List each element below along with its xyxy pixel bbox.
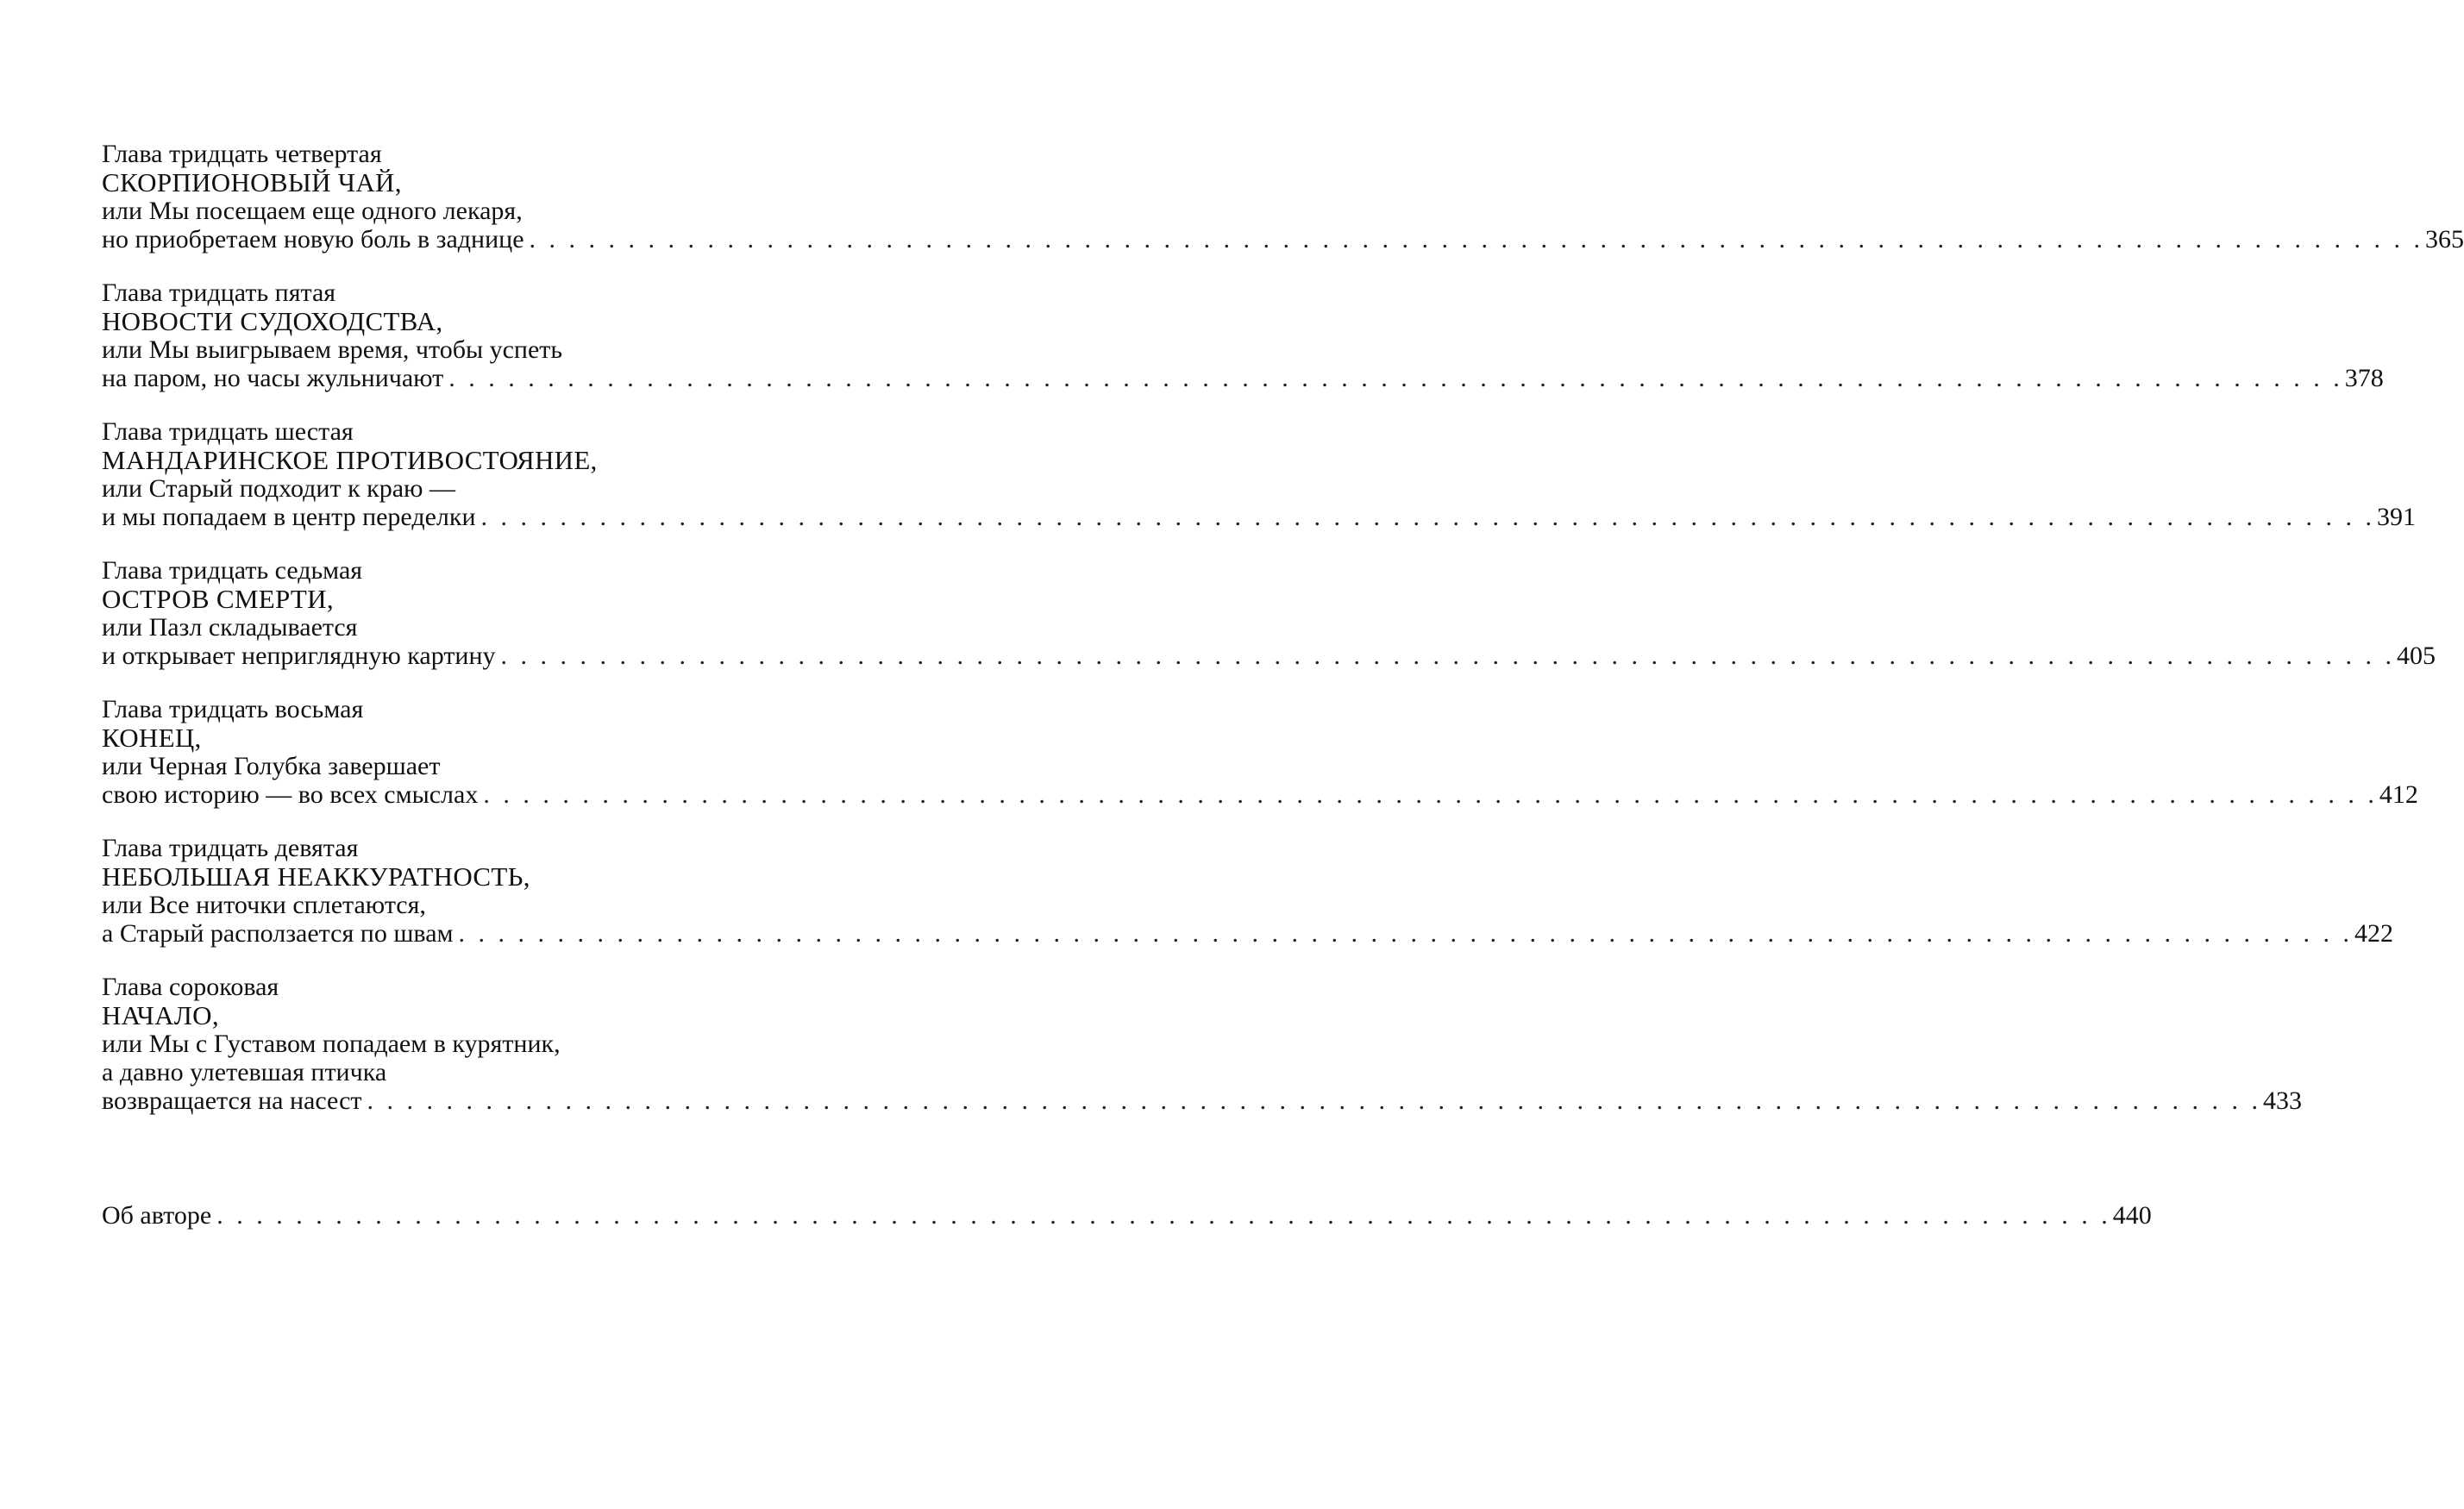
toc-entry[interactable]: [102, 556, 2436, 670]
chapter-subtitle-line: или Все ниточки сплетаются,: [102, 891, 426, 919]
dot-leader: . . . . . . . . . . . . . . . . . . . . . . . . . . . . . . . . . . . . . . . . . . . . . . . . . . . . . . . . . . . . . . . . . . . . . . . . . . . . . . . . . . . . . . . . . . . . . . . .: [367, 1086, 2262, 1115]
toc-entry-last-line: [102, 364, 2384, 392]
page-number: 422: [2354, 919, 2393, 948]
chapter-number: Глава тридцать четвертая: [102, 140, 382, 168]
about-author-entry[interactable]: [102, 1201, 2152, 1230]
chapter-subtitle-line: а Старый расползается по швам: [102, 919, 454, 948]
chapter-subtitle-line: свою историю — во всех смыслах: [102, 780, 479, 809]
dot-leader: . . . . . . . . . . . . . . . . . . . . . . . . . . . . . . . . . . . . . . . . . . . . . . . . . . . . . . . . . . . . . . . . . . . . . . . . . . . . . . . . . . . . . . . . . . . . . . . .: [483, 780, 2378, 809]
dot-leader: . . . . . . . . . . . . . . . . . . . . . . . . . . . . . . . . . . . . . . . . . . . . . . . . . . . . . . . . . . . . . . . . . . . . . . . . . . . . . . . . . . . . . . . . . . . . . . . .: [448, 364, 2343, 392]
chapter-subtitle-line: или Мы выигрываем время, чтобы успеть: [102, 335, 563, 364]
toc-entry[interactable]: [102, 834, 2393, 948]
chapter-title: ОСТРОВ СМЕРТИ,: [102, 584, 334, 614]
dot-leader: . . . . . . . . . . . . . . . . . . . . . . . . . . . . . . . . . . . . . . . . . . . . . . . . . . . . . . . . . . . . . . . . . . . . . . . . . . . . . . . . . . . . . . . . . . . . . . . .: [529, 225, 2424, 254]
toc-entry-last-line: [102, 225, 2464, 254]
toc-entry[interactable]: [102, 973, 2303, 1115]
chapter-title: КОНЕЦ,: [102, 723, 202, 753]
toc-entry-last-line: [102, 1086, 2303, 1115]
page-number: 405: [2397, 642, 2436, 670]
chapter-subtitle-line: на паром, но часы жульничают: [102, 364, 444, 392]
dot-leader: . . . . . . . . . . . . . . . . . . . . . . . . . . . . . . . . . . . . . . . . . . . . . . . . . . . . . . . . . . . . . . . . . . . . . . . . . . . . . . . . . . . . . . . . . . . . . . . .: [216, 1201, 2111, 1230]
page-number: 365: [2425, 225, 2464, 254]
toc-entry-last-line: [102, 919, 2393, 948]
chapter-title: НЕБОЛЬШАЯ НЕАККУРАТНОСТЬ,: [102, 861, 530, 892]
toc-entry[interactable]: [102, 417, 2417, 531]
page-number: 412: [2379, 780, 2418, 809]
chapter-subtitle-line: а давно улетевшая птичка: [102, 1058, 387, 1086]
chapter-title: НАЧАЛО,: [102, 1000, 219, 1030]
chapter-subtitle-line: или Пазл складывается: [102, 613, 358, 642]
toc-entry[interactable]: [102, 140, 2464, 254]
page-number: 391: [2377, 503, 2417, 531]
table-of-contents: [102, 140, 2464, 1140]
chapter-subtitle-line: но приобретаем новую боль в заднице: [102, 225, 524, 254]
toc-entry[interactable]: [102, 279, 2384, 392]
chapter-title: СКОРПИОНОВЫЙ ЧАЙ,: [102, 167, 402, 197]
dot-leader: . . . . . . . . . . . . . . . . . . . . . . . . . . . . . . . . . . . . . . . . . . . . . . . . . . . . . . . . . . . . . . . . . . . . . . . . . . . . . . . . . . . . . . . . . . . . . . . .: [480, 503, 2376, 531]
toc-entry-last-line: [102, 503, 2417, 531]
chapter-subtitle-line: или Черная Голубка завершает: [102, 752, 441, 780]
toc-entry-last-line: [102, 1201, 2152, 1230]
chapter-title: НОВОСТИ СУДОХОДСТВА,: [102, 306, 443, 336]
page-number: 440: [2112, 1201, 2152, 1230]
chapter-subtitle-line: или Старый подходит к краю —: [102, 474, 455, 503]
chapter-subtitle-line: возвращается на насест: [102, 1086, 362, 1115]
chapter-number: Глава тридцать седьмая: [102, 556, 363, 585]
page-number: 433: [2263, 1086, 2303, 1115]
toc-entry-last-line: [102, 780, 2418, 809]
chapter-subtitle-line: и открывает неприглядную картину: [102, 642, 496, 670]
chapter-number: Глава сороковая: [102, 973, 279, 1001]
chapter-number: Глава тридцать девятая: [102, 834, 359, 862]
chapter-number: Глава тридцать восьмая: [102, 695, 364, 723]
chapter-number: Глава тридцать пятая: [102, 279, 336, 307]
dot-leader: . . . . . . . . . . . . . . . . . . . . . . . . . . . . . . . . . . . . . . . . . . . . . . . . . . . . . . . . . . . . . . . . . . . . . . . . . . . . . . . . . . . . . . . . . . . . . . . .: [500, 642, 2396, 670]
chapter-subtitle-line: или Мы посещаем еще одного лекаря,: [102, 197, 523, 225]
chapter-subtitle-line: и мы попадаем в центр переделки: [102, 503, 476, 531]
dot-leader: . . . . . . . . . . . . . . . . . . . . . . . . . . . . . . . . . . . . . . . . . . . . . . . . . . . . . . . . . . . . . . . . . . . . . . . . . . . . . . . . . . . . . . . . . . . . . . . .: [458, 919, 2353, 948]
page-number: 378: [2344, 364, 2384, 392]
chapter-number: Глава тридцать шестая: [102, 417, 354, 446]
chapter-title: МАНДАРИНСКОЕ ПРОТИВОСТОЯНИЕ,: [102, 445, 598, 475]
chapter-subtitle-line: или Мы с Густавом попадаем в курятник,: [102, 1030, 561, 1058]
about-author-label: Об авторе: [102, 1201, 212, 1230]
toc-entry-last-line: [102, 642, 2436, 670]
toc-entry[interactable]: [102, 695, 2418, 809]
